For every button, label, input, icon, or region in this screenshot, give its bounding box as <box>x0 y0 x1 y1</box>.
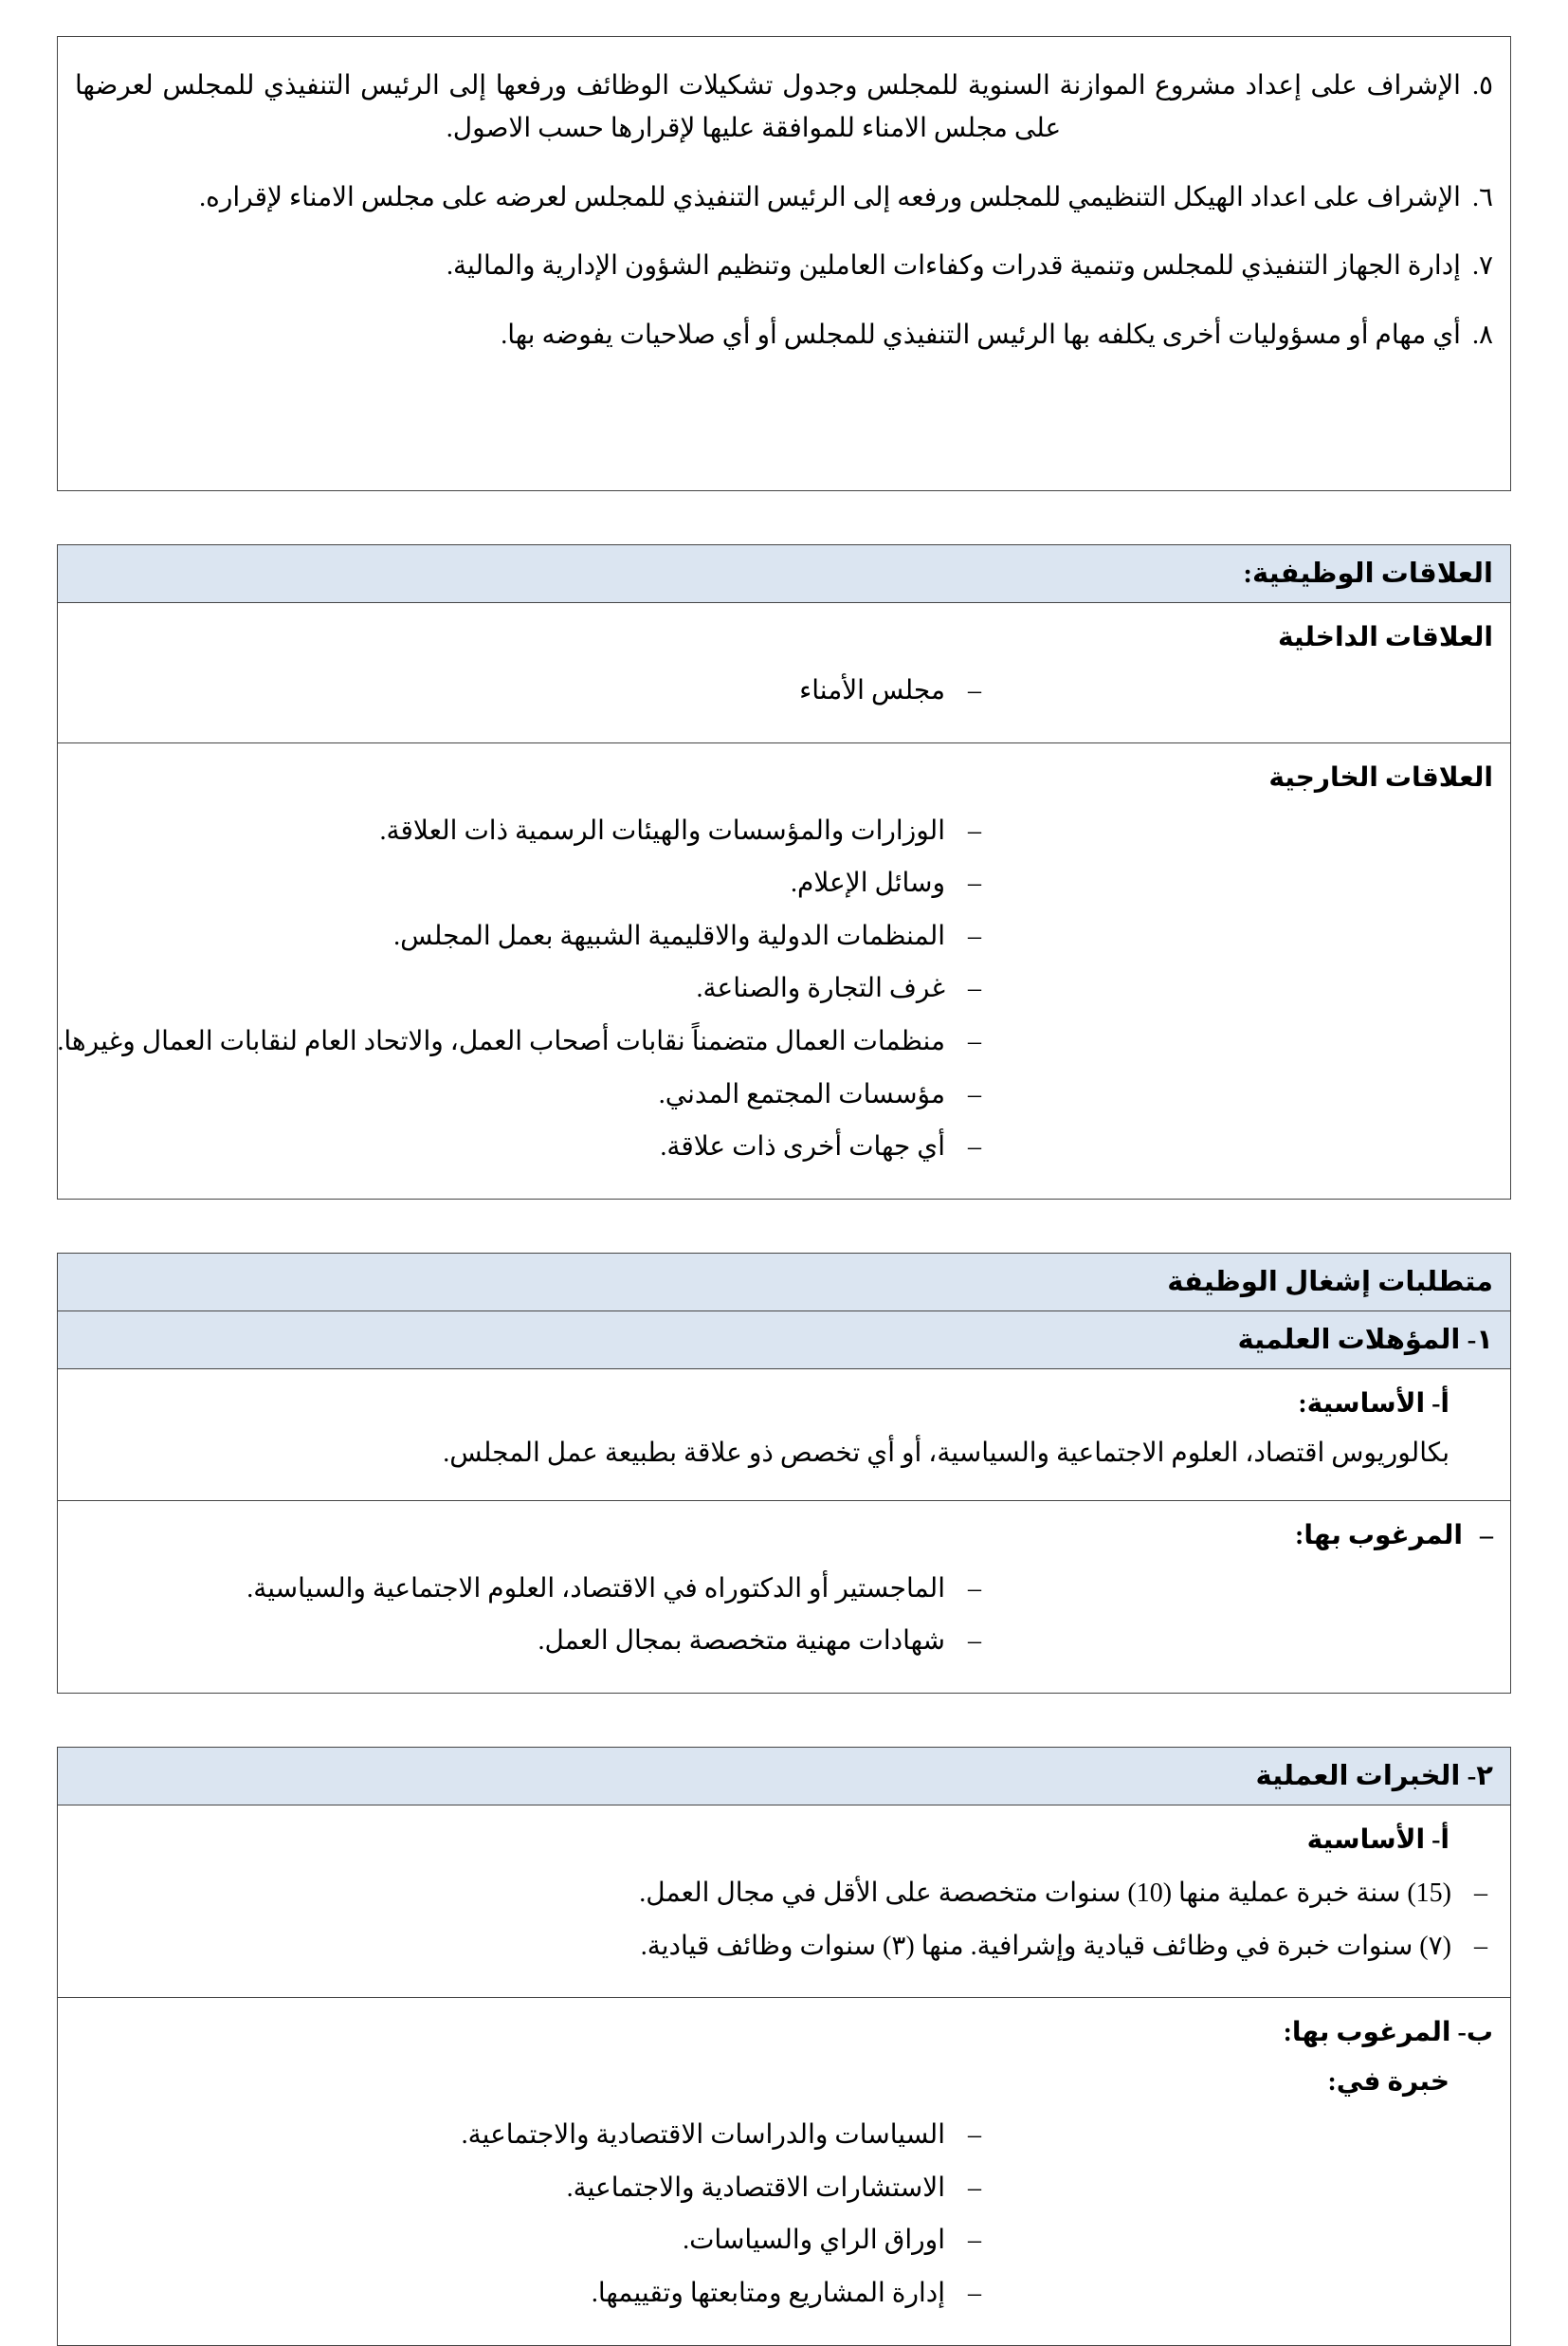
experience-item <box>75 2222 1493 2261</box>
qualification-item-text: الماجستير أو الدكتوراه في الاقتصاد، العلوم الاجتماعية والسياسية. <box>246 1573 945 1604</box>
bullet-dash: – <box>1474 1931 1487 1961</box>
desired-experience-subtitle: خبرة في: <box>1327 2067 1449 2098</box>
duty-item <box>75 65 1493 151</box>
experience-item-text: اوراق الراي والسياسات. <box>683 2226 945 2256</box>
basic-experience-title: أ- الأساسية <box>1306 1825 1449 1856</box>
relation-item-text: أي جهات أخرى ذات علاقة. <box>660 1132 945 1163</box>
experience-item-text: (٧) سنوات خبرة في وظائف قيادية وإشرافية. منها (٣) سنوات وظائف قيادية. <box>640 1931 1451 1961</box>
bullet-dash: – <box>968 1132 981 1163</box>
job-requirements-box <box>57 1253 1511 1694</box>
relation-item <box>75 970 1493 1009</box>
duty-number: ٧. <box>1471 251 1493 282</box>
qualification-item <box>75 1570 1493 1609</box>
experience-item <box>75 1928 1493 1967</box>
experience-item <box>75 2117 1493 2155</box>
duties-box <box>57 36 1511 491</box>
functional-relations-box <box>57 544 1511 1200</box>
basic-experience-cell <box>58 1805 1510 1997</box>
experience-header: ٢- الخبرات العملية <box>58 1748 1510 1805</box>
external-relations-cell <box>58 742 1510 1199</box>
bullet-dash: – <box>968 2279 981 2309</box>
bullet-dash: – <box>968 2120 981 2151</box>
basic-qualifications-text: بكالوريوس اقتصاد، العلوم الاجتماعية والسياسية، أو أي تخصص ذو علاقة بطبيعة عمل المجلس. <box>443 1438 1449 1468</box>
bullet-dash: – <box>968 974 981 1004</box>
qualification-item-text: شهادات مهنية متخصصة بمجال العمل. <box>538 1626 945 1657</box>
external-relations-title: العلاقات الخارجية <box>1268 762 1493 793</box>
desired-qualifications-title-text: المرغوب بها: <box>1295 1520 1463 1550</box>
relation-item <box>75 813 1493 852</box>
qualifications-header: ١- المؤهلات العلمية <box>58 1310 1510 1368</box>
qualification-item <box>75 1622 1493 1661</box>
functional-relations-header: العلاقات الوظيفية: <box>58 545 1510 602</box>
experience-item <box>75 1875 1493 1914</box>
desired-qualifications-cell <box>58 1500 1510 1693</box>
relation-item-text: المنظمات الدولية والاقليمية الشبيهة بعمل المجلس. <box>393 921 945 951</box>
relation-item-text: وسائل الإعلام. <box>790 869 945 899</box>
bullet-dash: – <box>968 1079 981 1109</box>
relation-item <box>75 672 1493 711</box>
bullet-dash: – <box>968 2172 981 2203</box>
job-requirements-header: متطلبات إشغال الوظيفة <box>58 1254 1510 1310</box>
internal-relations-title: العلاقات الداخلية <box>1277 623 1493 653</box>
duty-text: أي مهام أو مسؤوليات أخرى يكلفه بها الرئيس التنفيذي للمجلس أو أي صلاحيات يفوضه بها. <box>501 321 1461 351</box>
relation-item-text: مجلس الأمناء <box>799 676 945 706</box>
bullet-dash: – <box>1480 1520 1493 1550</box>
experience-box <box>57 1747 1511 2346</box>
duty-text: الإشراف على إعداد مشروع الموازنة السنوية للمجلس وجدول تشكيلات الوظائف ورفعها إلى الرئيس التنفيذي للمجلس لعرضها على مجلس الامناء للموافقة عليها لإقرارها حسب الاصول. <box>75 71 1461 143</box>
experience-item-text: الاستشارات الاقتصادية والاجتماعية. <box>566 2172 945 2203</box>
duty-text: إدارة الجهاز التنفيذي للمجلس وتنمية قدرات وكفاءات العاملين وتنظيم الشؤون الإدارية والمالية. <box>447 251 1461 282</box>
experience-item <box>75 2275 1493 2314</box>
basic-qualifications-title: أ- الأساسية: <box>1298 1388 1449 1419</box>
experience-item-text: السياسات والدراسات الاقتصادية والاجتماعية. <box>461 2120 945 2151</box>
duty-item <box>75 177 1493 220</box>
duty-number: ٦. <box>1471 182 1493 212</box>
relation-item <box>75 918 1493 957</box>
desired-experience-cell <box>58 1997 1510 2344</box>
bullet-dash: – <box>968 2226 981 2256</box>
basic-qualifications-cell <box>58 1368 1510 1500</box>
bullet-dash: – <box>968 816 981 846</box>
relation-item-text: الوزارات والمؤسسات والهيئات الرسمية ذات العلاقة. <box>379 816 945 846</box>
relation-item <box>57 1023 1493 1062</box>
duty-item <box>75 315 1493 357</box>
bullet-dash: – <box>968 1027 981 1056</box>
duty-text: الإشراف على اعداد الهيكل التنظيمي للمجلس ورفعه إلى الرئيس التنفيذي للمجلس لعرضه على مجلس الامناء لإقراره. <box>199 182 1461 212</box>
bullet-dash: – <box>968 676 981 706</box>
duties-list <box>58 37 1510 490</box>
internal-relations-cell <box>58 602 1510 742</box>
relation-item <box>75 865 1493 904</box>
desired-experience-title: ب- المرغوب بها: <box>1283 2018 1493 2048</box>
relation-item-text: منظمات العمال متضمناً نقابات أصحاب العمل، والاتحاد العام لنقابات العمال وغيرها. <box>57 1027 945 1056</box>
relation-item <box>75 1128 1493 1167</box>
relation-item-text: غرف التجارة والصناعة. <box>696 974 945 1004</box>
experience-item-text: (15) سنة خبرة عملية منها (10) سنوات متخصصة على الأقل في مجال العمل. <box>639 1879 1451 1909</box>
bullet-dash: – <box>968 1573 981 1604</box>
bullet-dash: – <box>968 1626 981 1657</box>
bullet-dash: – <box>968 921 981 951</box>
experience-item-text: إدارة المشاريع ومتابعتها وتقييمها. <box>591 2279 945 2309</box>
bullet-dash: – <box>1474 1879 1487 1909</box>
experience-item <box>75 2170 1493 2209</box>
duty-number: ٥. <box>1471 71 1493 101</box>
duty-number: ٨. <box>1471 321 1493 351</box>
duty-item <box>75 246 1493 288</box>
relation-item-text: مؤسسات المجتمع المدني. <box>658 1079 945 1109</box>
bullet-dash: – <box>968 869 981 899</box>
relation-item <box>75 1076 1493 1115</box>
desired-qualifications-title <box>75 1516 1493 1556</box>
